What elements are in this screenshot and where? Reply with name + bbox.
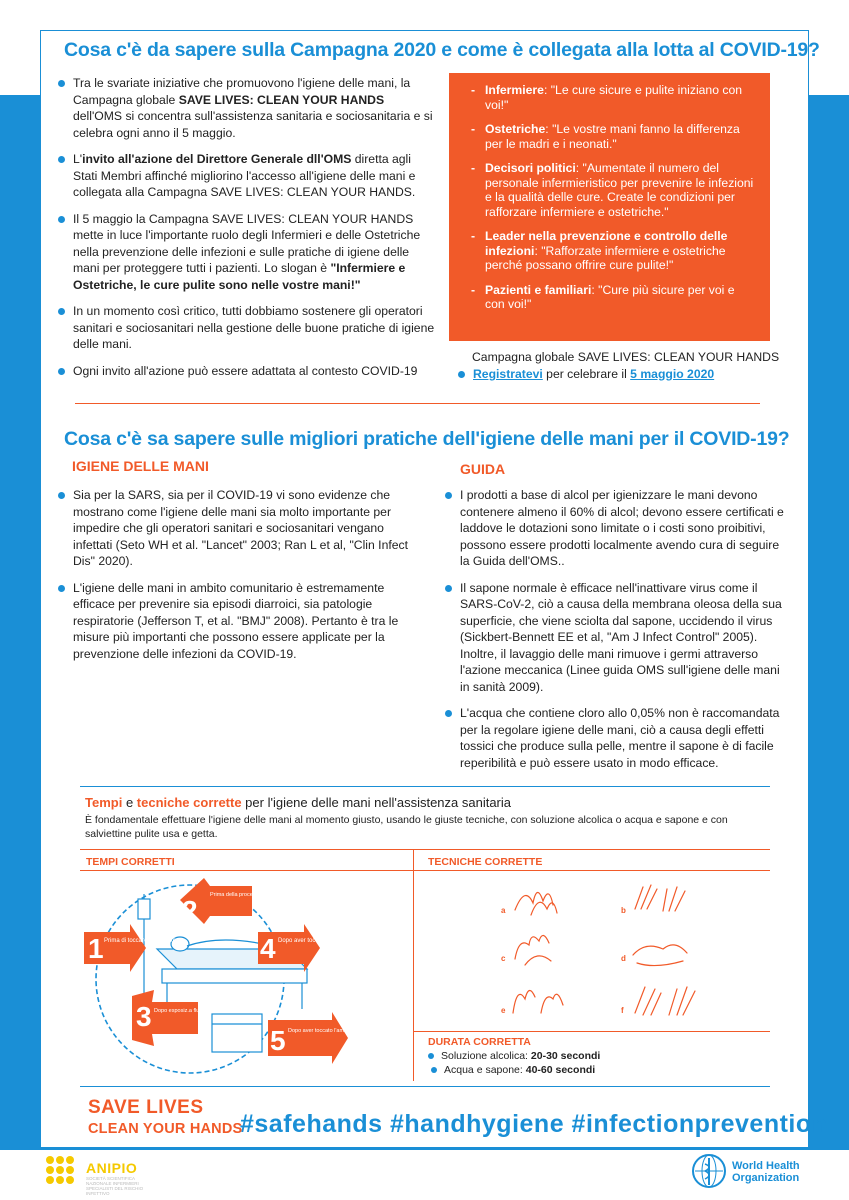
guide-bullet: Il sapone normale è efficace nell'inattivare virus come il SARS-CoV-2, ciò a causa della membrana oleosa della sua superficie, che viene sciolta dal sapone, uccidendo il virus (Sickbert-Bennett EE et al, "Am J Infect Control" 2005). Inoltre, il lavaggio delle mani rimuove i germi attraverso l'azione meccanica (Linee guida OMS sull'igiene delle mani in sanità 2009). bbox=[445, 580, 790, 696]
duration-top-line bbox=[413, 1031, 770, 1032]
duration-label: DURATA CORRETTA bbox=[428, 1036, 531, 1048]
times-label: TEMPI CORRETTI bbox=[86, 856, 175, 868]
hands-technique-c-icon bbox=[515, 935, 551, 965]
moment-2-number: 2 bbox=[182, 895, 198, 926]
cta-item: - Decisori politici: "Aumentate il numero del personale infermieristico per prevenire le infezioni e la qualità delle cure. Create le condizioni per rafforzare infermiere e ostetriche." bbox=[471, 161, 754, 219]
anipio-logo-subtitle: SOCIETÀ SCIENTIFICA NAZIONALE INFERMIERI SPECIALISTI DEL RISCHIO INFETTIVO bbox=[86, 1176, 144, 1196]
section1-title: Cosa c'è da sapere sulla Campagna 2020 e come è collegata alla lotta al COVID-19? bbox=[64, 39, 820, 61]
technique-c-letter: c bbox=[501, 954, 506, 963]
guide-bullet: I prodotti a base di alcol per igienizzare le mani devono contenere almeno il 60% di alcol; devono essere certificati e laddove le dotazioni sono limitate o i costi sono proibitivi, possono essere prodotti localmente avendo cura di seguire la Guida dell'OMS.. bbox=[445, 487, 790, 570]
date-link[interactable]: 5 maggio 2020 bbox=[630, 367, 715, 381]
techniques-label: TECNICHE CORRETTE bbox=[428, 856, 543, 868]
campaign-bullet: L'invito all'azione del Direttore Generale dll'OMS diretta agli Stati Membri affinché migliorino l'accesso all'igiene delle mani e collegata alla Campagna SAVE LIVES: CLEAN YOUR HANDS. bbox=[58, 151, 436, 201]
footer-divider bbox=[80, 1086, 770, 1087]
guide-bullet: L'acqua che contiene cloro allo 0,05% non è raccomandata per la regolare igiene delle mani, ciò a causa degli effetti tossici che produce sulla pelle, mentre il sapone è di facile reperibilità e può essere usato in modo efficace. bbox=[445, 705, 790, 771]
five-moments-diagram bbox=[82, 874, 410, 1079]
table-vertical-divider bbox=[413, 849, 414, 1081]
anipio-logo-icon bbox=[45, 1155, 81, 1191]
campaign-name-line: Campagna globale SAVE LIVES: CLEAN YOUR HANDS bbox=[472, 350, 780, 364]
who-emblem-icon bbox=[690, 1152, 728, 1190]
moment-1-text bbox=[104, 938, 177, 944]
campaign-bullet: In un momento così critico, tutti dobbiamo sostenere gli operatori sanitari e sociosanitari nella gestione delle buone pratiche di igiene delle mani. bbox=[58, 303, 436, 353]
moment-5-number: 5 bbox=[270, 1025, 286, 1056]
cta-item: - Ostetriche: "Le vostre mani fanno la differenza per le madri e i neonati." bbox=[471, 122, 754, 151]
register-line: Registratevi per celebrare il 5 maggio 2020 bbox=[458, 367, 714, 381]
times-techniques-title: Tempi e tecniche corrette per l'igiene delle mani nell'assistenza sanitaria bbox=[85, 795, 512, 810]
duration-alcohol: Soluzione alcolica: 20-30 secondi bbox=[428, 1050, 600, 1062]
who-logo-text bbox=[732, 1160, 800, 1184]
hygiene-bullet: Sia per la SARS, sia per il COVID-19 vi sono evidenze che mostrano come l'igiene delle mani sia molto importante per impedire che gli operatori sanitari e sociosanitari vengano infettati (Seto WH et al. "Lancet" 2003; Ran L et al, "Clin Infect Dis" 2020). bbox=[58, 487, 418, 570]
save-lives-logo: SAVE LIVES bbox=[88, 1097, 204, 1118]
technique-a-letter: a bbox=[501, 906, 506, 915]
moment-1-number: 1 bbox=[88, 933, 104, 964]
moment-3-number: 3 bbox=[136, 1001, 152, 1032]
table-header-line bbox=[80, 870, 770, 871]
hands-technique-a-icon bbox=[515, 892, 557, 915]
duration-soap: Acqua e sapone: 40-60 secondi bbox=[431, 1064, 595, 1076]
cta-item: - Pazienti e familiari: "Cure più sicure per voi e con voi!" bbox=[471, 283, 754, 312]
who-line-2: Organization bbox=[732, 1172, 800, 1184]
guide-heading: GUIDA bbox=[460, 461, 506, 477]
cta-item: - Infermiere: "Le cure sicure e pulite iniziano con voi!" bbox=[471, 83, 754, 112]
moment-1-arrow bbox=[84, 924, 177, 972]
campaign-bullet-list bbox=[58, 75, 436, 389]
cta-item: - Leader nella prevenzione e controllo delle infezioni: "Rafforzate infermiere e ostetriche perché possano offrire cure pulite!" bbox=[471, 229, 754, 273]
clean-your-hands-logo: CLEAN YOUR HANDS bbox=[88, 1121, 243, 1137]
hygiene-bullet-list bbox=[58, 487, 418, 672]
section2-title: Cosa c'è sa sapere sulle migliori pratiche dell'igiene delle mani per il COVID-19? bbox=[64, 428, 790, 450]
technique-b-letter: b bbox=[621, 906, 626, 915]
techniques-illustrations bbox=[495, 875, 715, 1025]
times-techniques-description: È fondamentale effettuare l'igiene delle mani al momento giusto, usando le giuste tecniche, con soluzione alcolica o acqua e sapone e con salviettine pulite usa e getta. bbox=[85, 814, 728, 840]
campaign-bullet: Il 5 maggio la Campagna SAVE LIVES: CLEAN YOUR HANDS mette in luce l'importante ruolo degli Infermieri e delle Ostetriche nella prevenzione delle infezioni e sulle pratiche di igiene delle mani per proteggere tutti i pazienti. Lo slogan è "Infermiere e Ostetriche, le cure pulite sono nelle vostre mani!" bbox=[58, 211, 436, 294]
moment-2-arrow bbox=[180, 878, 308, 926]
hands-technique-b-icon bbox=[635, 885, 685, 911]
technique-d-letter: d bbox=[621, 954, 626, 963]
section-divider bbox=[75, 403, 760, 404]
moment-1-label: Prima di toccare il paziente bbox=[104, 938, 177, 944]
anipio-logo-text: ANIPIO bbox=[86, 1160, 138, 1176]
moment-3-text: Dopo esposiz.a fluidi corporei e rischio bbox=[154, 1008, 249, 1014]
call-to-action-box bbox=[449, 73, 770, 341]
hashtags: #safehands #handhygiene #infectionprevention bbox=[240, 1110, 828, 1138]
guide-bullet-list bbox=[445, 487, 790, 781]
technique-e-letter: e bbox=[501, 1006, 506, 1015]
moment-4-number: 4 bbox=[260, 933, 276, 964]
campaign-bullet: Ogni invito all'azione può essere adattata al contesto COVID-19 bbox=[58, 363, 436, 380]
hands-technique-f-icon bbox=[635, 987, 695, 1015]
hand-hygiene-heading: IGIENE DELLE MANI bbox=[72, 458, 209, 474]
who-line-1: World Health bbox=[732, 1160, 800, 1172]
campaign-bullet: Tra le svariate iniziative che promuovono l'igiene delle mani, la Campagna globale SAVE LIVES: CLEAN YOUR HANDS dell'OMS si concentra sull'assistenza sanitaria e sociosanitaria e si celebra ogni anno il 5 maggio. bbox=[58, 75, 436, 141]
technique-f-letter: f bbox=[621, 1006, 624, 1015]
table-top-line bbox=[80, 849, 770, 850]
moment-5-arrow bbox=[268, 1012, 390, 1064]
moment-4-text: Dopo aver toccato il paziente bbox=[278, 938, 356, 944]
hands-technique-d-icon bbox=[633, 945, 687, 966]
register-link[interactable]: Registratevi bbox=[473, 367, 543, 381]
moment-2-text: Prima della procedura di pulizia/asettica bbox=[210, 892, 308, 898]
hands-technique-e-icon bbox=[513, 990, 563, 1013]
moment-5-text: Dopo aver toccato l'ambiente del paziente bbox=[288, 1028, 391, 1034]
section-divider-blue bbox=[80, 786, 770, 787]
hygiene-bullet: L'igiene delle mani in ambito comunitario è estremamente efficace per prevenire sia episodi diarroici, sia patologie respiratorie (Jefferson T, et al. "BMJ" 2008). Pertanto è tra le misure più importanti che possono essere applicate per la prevenzione delle infezioni da COVID-19. bbox=[58, 580, 418, 663]
